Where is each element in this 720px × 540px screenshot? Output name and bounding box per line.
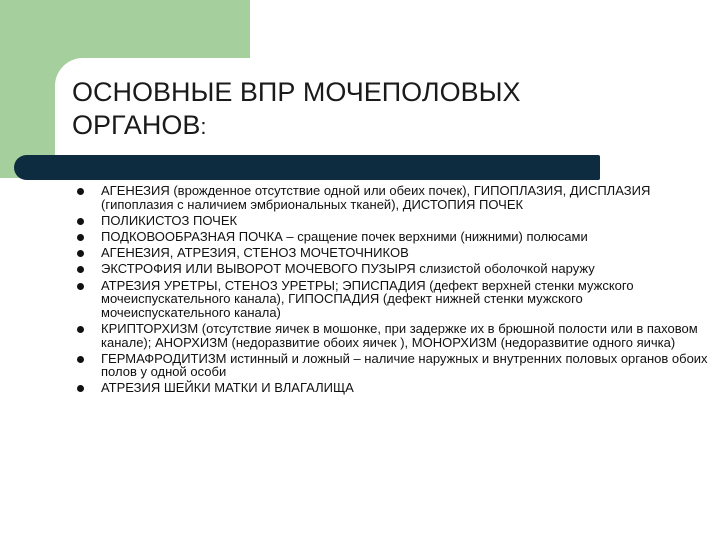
list-item-text: АГЕНЕЗИЯ (врожденное отсутствие одной или обеих почек), ГИПОПЛАЗИЯ, ДИСПЛАЗИЯ (гипоплазия с наличием эмбриональных тканей), ДИСТОПИЯ ПОЧЕК bbox=[101, 183, 651, 212]
list-item bbox=[75, 214, 715, 228]
list-item bbox=[75, 322, 715, 349]
anomaly-list bbox=[75, 184, 715, 398]
list-item-text: АГЕНЕЗИЯ, АТРЕЗИЯ, СТЕНОЗ МОЧЕТОЧНИКОВ bbox=[101, 245, 409, 261]
bullet-icon bbox=[77, 283, 84, 290]
bullet-icon bbox=[77, 234, 84, 241]
bullet-icon bbox=[77, 385, 84, 392]
bullet-icon bbox=[77, 356, 84, 363]
slide-title-colon: : bbox=[200, 114, 207, 139]
list-item-text: АТРЕЗИЯ УРЕТРЫ, СТЕНОЗ УРЕТРЫ; ЭПИСПАДИЯ (дефект верхней стенки мужского мочеиспускательного канала), ГИПОСПАДИЯ (дефект нижней стенки мужского мочеиспускательного канала) bbox=[101, 277, 634, 320]
list-item-text: ГЕРМАФРОДИТИЗМ истинный и ложный – наличие наружных и внутренних половых органов обоих полов у одной особи bbox=[101, 350, 708, 380]
slide-title-line1: ОСНОВНЫЕ ВПР МОЧЕПОЛОВЫХ bbox=[72, 77, 521, 107]
list-item bbox=[75, 230, 715, 244]
list-item-text: ЭКСТРОФИЯ ИЛИ ВЫВОРОТ МОЧЕВОГО ПУЗЫРЯ слизистой оболочкой наружу bbox=[101, 261, 595, 277]
bullet-icon bbox=[77, 266, 84, 273]
bullet-icon bbox=[77, 188, 84, 195]
list-item bbox=[75, 184, 715, 211]
list-item bbox=[75, 262, 715, 276]
list-item bbox=[75, 246, 715, 260]
list-item-text: АТРЕЗИЯ ШЕЙКИ МАТКИ И ВЛАГАЛИЩА bbox=[101, 380, 354, 396]
list-item-text: ПОЛИКИСТОЗ ПОЧЕК bbox=[101, 212, 238, 228]
list-item bbox=[75, 381, 715, 395]
list-item bbox=[75, 279, 715, 320]
bullet-icon bbox=[77, 250, 84, 257]
list-item bbox=[75, 352, 715, 379]
decorative-title-bar bbox=[14, 155, 600, 180]
slide-title-line2: ОРГАНОВ bbox=[72, 110, 201, 140]
slide-title bbox=[72, 76, 521, 143]
bullet-icon bbox=[77, 218, 84, 225]
list-item-text: КРИПТОРХИЗМ (отсутствие яичек в мошонке, при задержке их в брюшной полости или в паховом канале); АНОРХИЗМ (недоразвитие обоих яичек ), МОНОРХИЗМ (недоразвитие одного яичка) bbox=[101, 320, 698, 350]
bullet-icon bbox=[77, 326, 84, 333]
list-item-text: ПОДКОВООБРАЗНАЯ ПОЧКА – сращение почек верхними (нижними) полюсами bbox=[101, 228, 588, 244]
